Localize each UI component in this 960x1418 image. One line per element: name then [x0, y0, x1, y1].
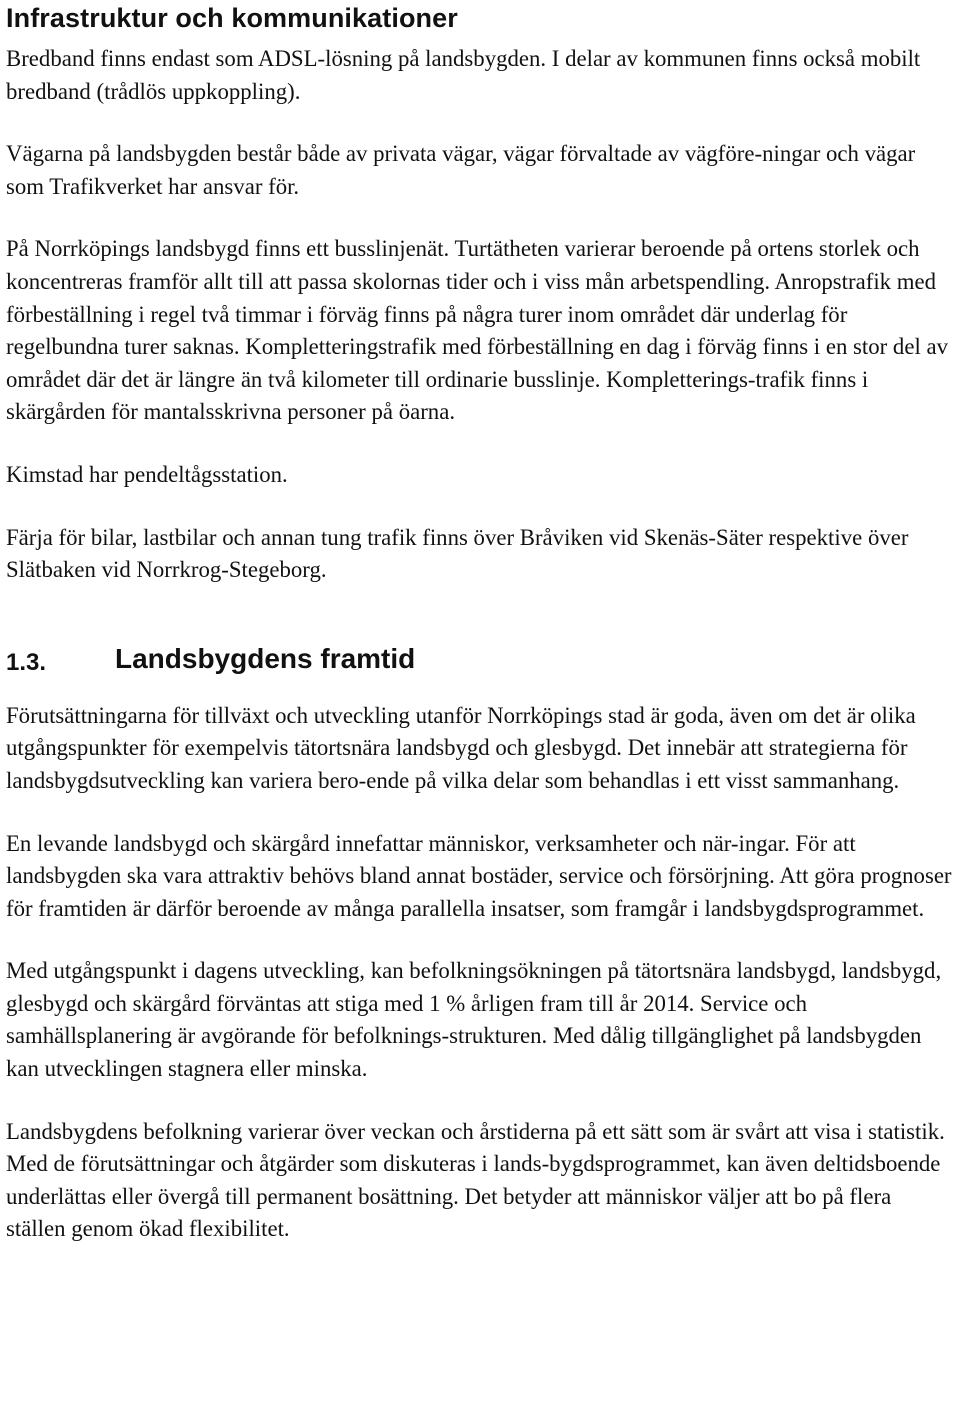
paragraph-broadband: Bredband finns endast som ADSL-lösning på landsbygden. I delar av kommunen finns också mobilt bredband (trådlös uppkoppling).: [6, 46, 921, 104]
paragraph-ferry: Färja för bilar, lastbilar och annan tung trafik finns över Bråviken vid Skenäs-Säter respektive över Slätbaken vid Norrkrog-Stegeborg.: [6, 524, 909, 583]
paragraph-roads: Vägarna på landsbygden består både av privata vägar, vägar förvaltade av vägföre-ningar och vägar som Trafikverket har ansvar för.: [6, 141, 916, 199]
document-page: [6, 0, 952, 1246]
paragraph-growth-conditions: Förutsättningarna för tillväxt och utveckling utanför Norrköpings stad är goda, även om det är olika utgångspunkter för exempelvis tätortsnära landsbygd och glesbygd. Det innebär att strategierna för landsbygdsutveckling kan variera bero-ende på vilka delar som behandlas i ett visst sammanhang.: [6, 702, 916, 793]
paragraph-train-station: Kimstad har pendeltågsstation.: [6, 461, 288, 487]
subsection-title: Landsbygdens framtid: [115, 642, 416, 674]
paragraph-population-variation: Landsbygdens befolkning varierar över veckan och årstiderna på ett sätt som är svårt att visa i statistik. Med de förutsättningar och åtgärder som diskuteras i lands-bygdsprogrammet, kan även deltidsboende underlättas eller övergå till permanent bosättning. Det betyder att människor väljer att bo på flera ställen genom ökad flexibilitet.: [6, 1118, 945, 1242]
subsection-number: 1.3.: [6, 648, 47, 676]
section-heading: Infrastruktur och kommunikationer: [6, 3, 458, 33]
paragraph-bus-network: På Norrköpings landsbygd finns ett busslinjenät. Turtätheten varierar beroende på ortens storlek och koncentreras framför allt till att passa skolornas tider och i viss mån arbetspendling. Anropstrafik med förbeställning i regel två timmar i förväg finns på några turer inom området där underlag för regelbundna turer saknas. Kompletteringstrafik med förbeställning en dag i förväg finns i en stor del av området där det är längre än två kilometer till ordinarie busslinje. Kompletterings-trafik finns i skärgården för mantalsskrivna personer på öarna.: [6, 236, 948, 425]
paragraph-living-countryside: En levande landsbygd och skärgård innefattar människor, verksamheter och när-ingar. För att landsbygden ska vara attraktiv behövs bland annat bostäder, service och försörjning. Att göra prognoser för framtiden är därför beroende av många parallella insatser, som framgår i landsbygdsprogrammet.: [6, 830, 952, 921]
subsection-heading: [6, 642, 952, 680]
paragraph-population-growth: Med utgångspunkt i dagens utveckling, kan befolkningsökningen på tätortsnära landsbygd, landsbygd, glesbygd och skärgård förväntas att stiga med 1 % årligen fram till år 2014. Service och samhällsplanering är avgörande för befolknings-strukturen. Med dålig tillgänglighet på landsbygden kan utvecklingen stagnera eller minska.: [6, 958, 942, 1082]
